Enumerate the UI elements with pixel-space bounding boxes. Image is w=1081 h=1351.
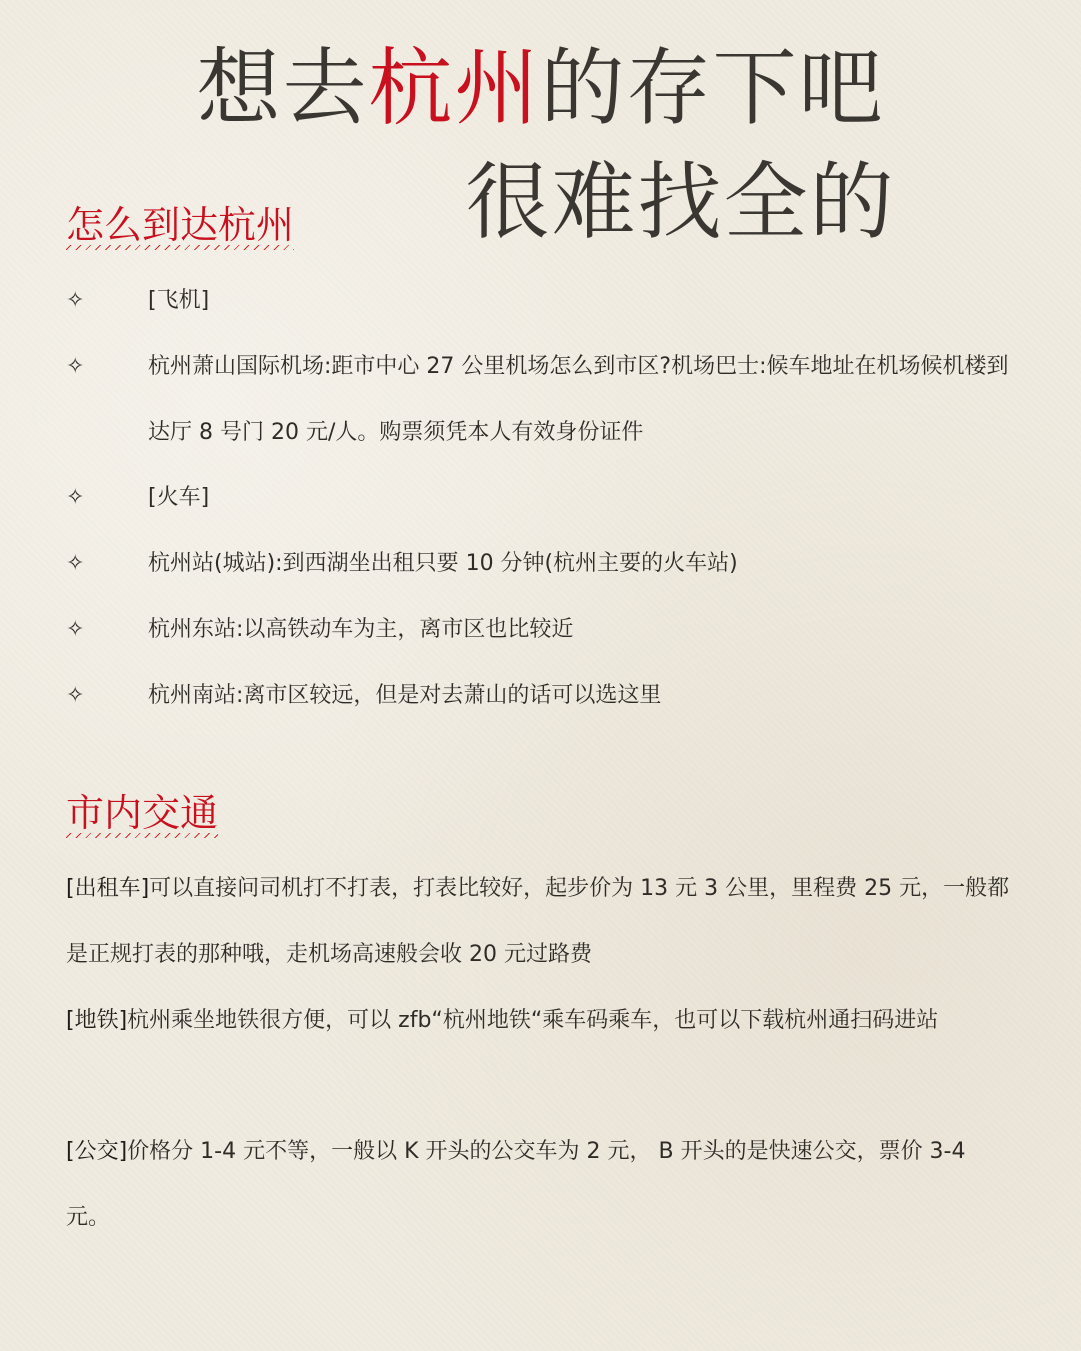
paragraph-tag: [公交] — [66, 1139, 128, 1164]
page-title-line-2: 很难找全的 — [465, 153, 896, 251]
list-item-text: [飞机] — [148, 288, 210, 313]
title-prefix: 想去 — [196, 39, 369, 137]
section-heading-city-transport: 市内交通 — [66, 794, 218, 838]
title-suffix: 的存下吧 — [540, 39, 885, 137]
paragraph-bus — [66, 1119, 1016, 1251]
list-item-text: 杭州南站:离市区较远，但是对去萧山的话可以选这里 — [148, 683, 662, 708]
paragraph-metro — [66, 988, 1016, 1054]
page-title-line-1 — [0, 39, 1081, 137]
paragraph-tag: [出租车] — [66, 876, 150, 901]
sparkle-star-icon: ✧ — [66, 617, 85, 642]
sparkle-star-icon: ✧ — [66, 551, 85, 576]
paragraph-text: 价格分 1-4 元不等，一般以 K 开头的公交车为 2 元， B 开头的是快速公交，票价 3-4 元。 — [66, 1139, 966, 1230]
sparkle-star-icon: ✧ — [66, 485, 85, 510]
title-accent-city: 杭州 — [368, 39, 541, 137]
paragraph-text: 杭州乘坐地铁很方便，可以 zfb“杭州地铁“乘车码乘车，也可以下载杭州通扫码进站 — [127, 1008, 939, 1033]
paragraph-text: 可以直接问司机打不打表，打表比较好，起步价为 13 元 3 公里，里程费 25 元，一般都是正规打表的那种哦，走机场高速般会收 20 元过路费 — [66, 876, 1010, 967]
list-item-text: 杭州东站:以高铁动车为主，离市区也比较近 — [148, 617, 574, 642]
list-item-text: 杭州站(城站):到西湖坐出租只要 10 分钟(杭州主要的火车站) — [148, 551, 738, 576]
list-item-text: 杭州萧山国际机场:距市中心 27 公里机场怎么到市区?机场巴士:候车地址在机场候机楼到达厅 8 号门 20 元/人。购票须凭本人有效身份证件 — [148, 354, 1009, 445]
sparkle-star-icon: ✧ — [66, 683, 85, 708]
paragraph-tag: [地铁] — [66, 1008, 128, 1033]
paragraph-taxi — [66, 856, 1016, 988]
list-item-text: [火车] — [148, 485, 210, 510]
sparkle-star-icon: ✧ — [66, 354, 85, 379]
section-heading-how-to-reach: 怎么到达杭州 — [66, 206, 294, 250]
sparkle-star-icon: ✧ — [66, 288, 85, 313]
